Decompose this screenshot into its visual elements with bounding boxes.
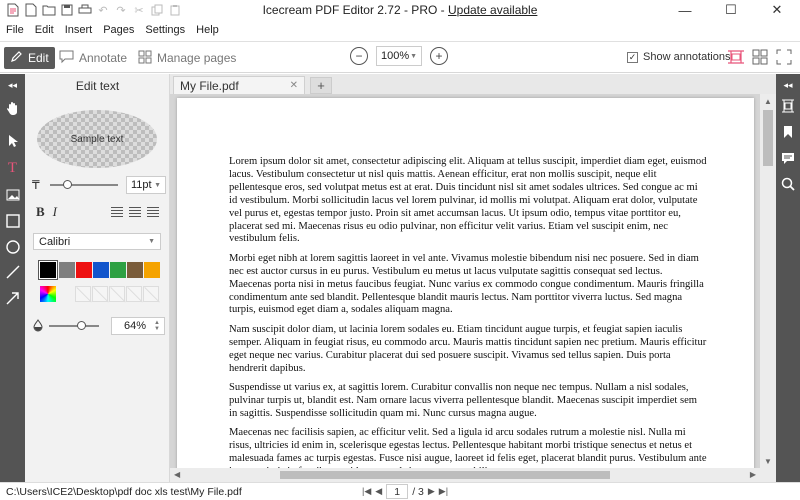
status-bar (0, 482, 800, 500)
page-text-block[interactable] (229, 156, 707, 485)
edit-text-panel (25, 74, 170, 482)
custom-color-slot[interactable] (75, 286, 91, 302)
custom-color-slot[interactable] (126, 286, 142, 302)
stepper-arrows-icon[interactable]: ▲ ▼ (154, 320, 160, 332)
edit-mode-button[interactable] (4, 47, 55, 69)
opacity-stepper[interactable] (111, 317, 165, 335)
sample-text: Sample text (70, 133, 124, 145)
italic-button[interactable]: I (52, 204, 58, 219)
search-icon[interactable] (780, 176, 796, 192)
app-logo-icon (6, 3, 20, 17)
color-picker-icon[interactable] (40, 286, 56, 302)
bold-button[interactable]: B (36, 204, 45, 219)
previous-page-icon[interactable]: ◀ (375, 486, 383, 496)
font-size-row (32, 176, 166, 194)
tab-my-file[interactable] (173, 76, 305, 94)
file-path: C:\Users\ICE2\Desktop\pdf doc xls test\My File.pdf (6, 486, 242, 498)
current-page-input[interactable]: 1 (386, 484, 408, 499)
pencil-icon (10, 50, 23, 66)
custom-color-slot[interactable] (109, 286, 125, 302)
zoom-out-button[interactable]: − (350, 47, 368, 65)
annotate-mode-label: Annotate (79, 51, 128, 65)
vertical-scroll-thumb[interactable] (763, 110, 773, 166)
scroll-left-icon[interactable]: ◀ (174, 470, 181, 479)
menu-help[interactable]: Help (196, 24, 219, 36)
chevron-down-icon: ▼ (154, 181, 161, 189)
horizontal-scrollbar[interactable] (170, 468, 776, 482)
maximize-button[interactable]: ☐ (725, 2, 737, 17)
font-size-icon: ₸ (32, 177, 40, 192)
show-annotations-checkbox[interactable]: ✓ (628, 51, 637, 62)
single-page-view-icon[interactable] (727, 47, 745, 67)
window-controls (662, 0, 800, 20)
align-justify-icon[interactable] (147, 207, 159, 217)
arrow-tool-icon[interactable] (4, 289, 21, 306)
last-page-icon[interactable]: ▶| (438, 486, 449, 496)
total-pages: / 3 (412, 485, 424, 498)
new-file-icon[interactable] (24, 3, 38, 17)
first-page-icon[interactable]: |◀ (362, 486, 372, 496)
two-page-view-icon[interactable] (751, 47, 769, 67)
align-center-icon[interactable] (129, 207, 141, 217)
color-swatch[interactable] (110, 262, 126, 278)
next-page-icon[interactable]: ▶ (427, 486, 435, 496)
color-extra-row (40, 286, 160, 302)
expand-right-panel-icon[interactable]: ◂◂ (783, 79, 793, 90)
font-size-select[interactable] (126, 176, 166, 194)
cut-icon[interactable]: ✂ (134, 4, 144, 17)
show-annotations-toggle[interactable] (627, 51, 730, 63)
menu-settings[interactable]: Settings (145, 24, 186, 36)
font-family-row (33, 233, 161, 250)
close-button[interactable]: ✕ (771, 2, 783, 17)
scroll-up-icon[interactable]: ▲ (764, 97, 772, 106)
document-viewport[interactable] (170, 94, 760, 468)
font-size-slider-knob[interactable] (63, 180, 72, 189)
opacity-slider[interactable] (49, 325, 99, 327)
font-family-value: Calibri (39, 235, 71, 248)
color-swatch[interactable] (40, 262, 56, 278)
sample-text-preview (37, 110, 157, 168)
ellipse-tool-icon[interactable] (4, 238, 21, 255)
open-folder-icon[interactable] (42, 3, 56, 17)
view-mode-icons (727, 47, 793, 67)
page-navigator (362, 484, 448, 499)
main-toolbar (0, 41, 800, 73)
menu-pages[interactable]: Pages (103, 24, 135, 36)
tab-close-icon[interactable]: ✕ (289, 80, 298, 91)
zoom-value: 100% (381, 50, 410, 62)
page-thumbnails-icon[interactable] (780, 98, 796, 114)
paragraph[interactable]: Nam suscipit dolor diam, ut lacinia lorem sodales eu. Etiam tincidunt augue turpis, et feugiat sapien iaculis semper. Aliquam in feugiat risus, eu commodo arcu. Mauris mattis tincidunt sapien nec pretium. Mauris efficitur eget neque nec varius. Curabitur placerat dui sed posuere suscipit. Vivamus sed tellus sapien. Duis porta hendrerit dapibus. (229, 323, 707, 374)
annotate-mode-button[interactable] (53, 47, 133, 69)
color-swatches-row (40, 262, 161, 278)
chevron-down-icon: ▼ (148, 238, 155, 245)
font-size-value: 11pt (131, 179, 152, 191)
minimize-button[interactable]: — (678, 2, 692, 18)
horizontal-scroll-thumb[interactable] (280, 471, 610, 479)
panel-title: Edit text (75, 79, 120, 93)
speech-bubble-icon (59, 50, 74, 66)
color-swatch[interactable] (93, 262, 109, 278)
tab-label: My File.pdf (180, 78, 239, 93)
font-size-slider[interactable] (50, 184, 118, 186)
text-tool-icon[interactable]: T (7, 160, 18, 176)
redo-icon[interactable]: ↷ (116, 4, 126, 17)
opacity-value: 64% (124, 320, 147, 332)
document-tab-bar (170, 74, 776, 94)
bookmark-icon[interactable] (780, 124, 796, 140)
color-swatch[interactable] (76, 262, 92, 278)
pdf-page[interactable] (177, 98, 754, 478)
window-title-text: Icecream PDF Editor 2.72 - PRO - (262, 3, 448, 17)
menu-insert[interactable]: Insert (64, 24, 93, 36)
align-left-icon[interactable] (111, 207, 123, 217)
menu-bar (0, 20, 800, 40)
opacity-slider-knob[interactable] (77, 321, 86, 330)
rectangle-tool-icon[interactable] (4, 212, 21, 229)
color-swatch[interactable] (127, 262, 143, 278)
zoom-in-button[interactable]: + (430, 47, 448, 65)
paragraph[interactable]: Maecenas nec facilisis sapien, ac efficitur velit. Sed a ligula id arcu sodales rutrum a molestie nisl. Nulla mi risus, ultricies id enim in, scelerisque egestas lectus. Pellentesque habitant morbi tristique senectus et netus et malesuada fames ac turpis egestas. Fusce nisi augue, laoreet id felis eget, placerat blandit purus. Vestibulum ante (229, 427, 707, 465)
font-family-select[interactable] (33, 233, 161, 250)
color-swatch[interactable] (144, 262, 160, 278)
copy-icon[interactable] (150, 3, 164, 17)
vertical-scrollbar[interactable] (760, 94, 776, 468)
paragraph[interactable]: Lorem ipsum dolor sit amet, consectetur adipiscing elit. Aliquam at tellus suscipit, imperdiet diam eget, euismod lacus. Vestibulum consectetur ut nisl quis mattis. Aenean efficitur, erat non mollis suscipit, neque elit pellentesque eros, sed volutpat metus est at erat. Duis tincidunt nisl sit amet sodales ultrices. Sed congue ac mi id vestibulum. Morbi sollicitudin lacus vel lorem pulvinar, id mollis mi volutpat. Aliquam erat dolor, vulputate vel purus et, egestas tempor justo. Proin sit amet accumsan lacus. Ut ipsum odio, tempus vitae porttitor eu, placerat sed mi. Maecenas risus eu odio pulvinar, non efficitur velit varius. Etiam vel suscipit enim, nec vestibulum felis. (229, 156, 707, 245)
undo-icon[interactable]: ↶ (98, 4, 108, 17)
update-available-link[interactable]: Update available (447, 3, 538, 17)
custom-color-slot[interactable] (92, 286, 108, 302)
left-tool-strip (0, 74, 25, 482)
paste-icon[interactable] (168, 3, 182, 17)
image-tool-icon[interactable] (4, 186, 21, 203)
select-arrow-icon[interactable] (4, 132, 21, 149)
text-format-row (36, 204, 159, 220)
manage-pages-label: Manage pages (157, 51, 237, 65)
title-bar (0, 0, 800, 20)
comments-icon[interactable] (780, 150, 796, 166)
grid-icon (138, 50, 152, 67)
right-tool-strip (776, 74, 800, 482)
quick-access-toolbar (0, 3, 182, 17)
opacity-drop-icon (33, 319, 43, 334)
scroll-down-icon[interactable]: ▼ (764, 457, 772, 466)
edit-mode-label: Edit (28, 51, 49, 65)
line-tool-icon[interactable] (4, 263, 21, 280)
opacity-row (33, 317, 165, 335)
collapse-panel-icon[interactable]: ◂◂ (7, 80, 18, 90)
paragraph[interactable]: Morbi eget nibh at lorem sagittis laoreet in vel ante. Vivamus molestie bibendum nisi nec posuere. Sed in diam nec est auctor cursus in eu purus. Vestibulum eu metus ut lacus vulputate sagittis consequat sed lectus. Maecenas porta nisi in metus faucibus feugiat. Nunc varius ex commodo congue condimentum. Mauris fringilla condimentum ante sed blandit. Pellentesque blandit mauris lectus. Nam porttitor viverra luctus. Sed magna turpis, euismod eget diam a, sodales aliquam magna. (229, 252, 704, 316)
save-icon[interactable] (60, 3, 74, 17)
color-swatch[interactable] (59, 262, 75, 278)
fullscreen-icon[interactable] (775, 47, 793, 67)
custom-color-slot[interactable] (143, 286, 159, 302)
zoom-select[interactable] (376, 46, 422, 66)
show-annotations-label: Show annotations (643, 51, 731, 63)
chevron-down-icon: ▼ (410, 52, 417, 60)
menu-file[interactable]: File (6, 24, 24, 36)
manage-pages-button[interactable] (132, 47, 242, 69)
hand-tool-icon[interactable] (4, 100, 21, 117)
scroll-right-icon[interactable]: ▶ (749, 470, 756, 479)
new-tab-button[interactable]: + (310, 77, 332, 94)
print-icon[interactable] (78, 3, 92, 17)
menu-edit[interactable]: Edit (34, 24, 54, 36)
paragraph[interactable]: Suspendisse ut varius ex, at sagittis lorem. Curabitur convallis non neque nec tempus. Nullam a nisl sodales, pulvinar turpis ut, blandit est. Nam ornare lacus viverra pellentesque blandit. Maecenas suscipit imperdiet sem in sagittis. Suspendisse sollicitudin quam mi. Nunc cursus magna augue. (229, 382, 698, 419)
zoom-controls (350, 46, 448, 66)
